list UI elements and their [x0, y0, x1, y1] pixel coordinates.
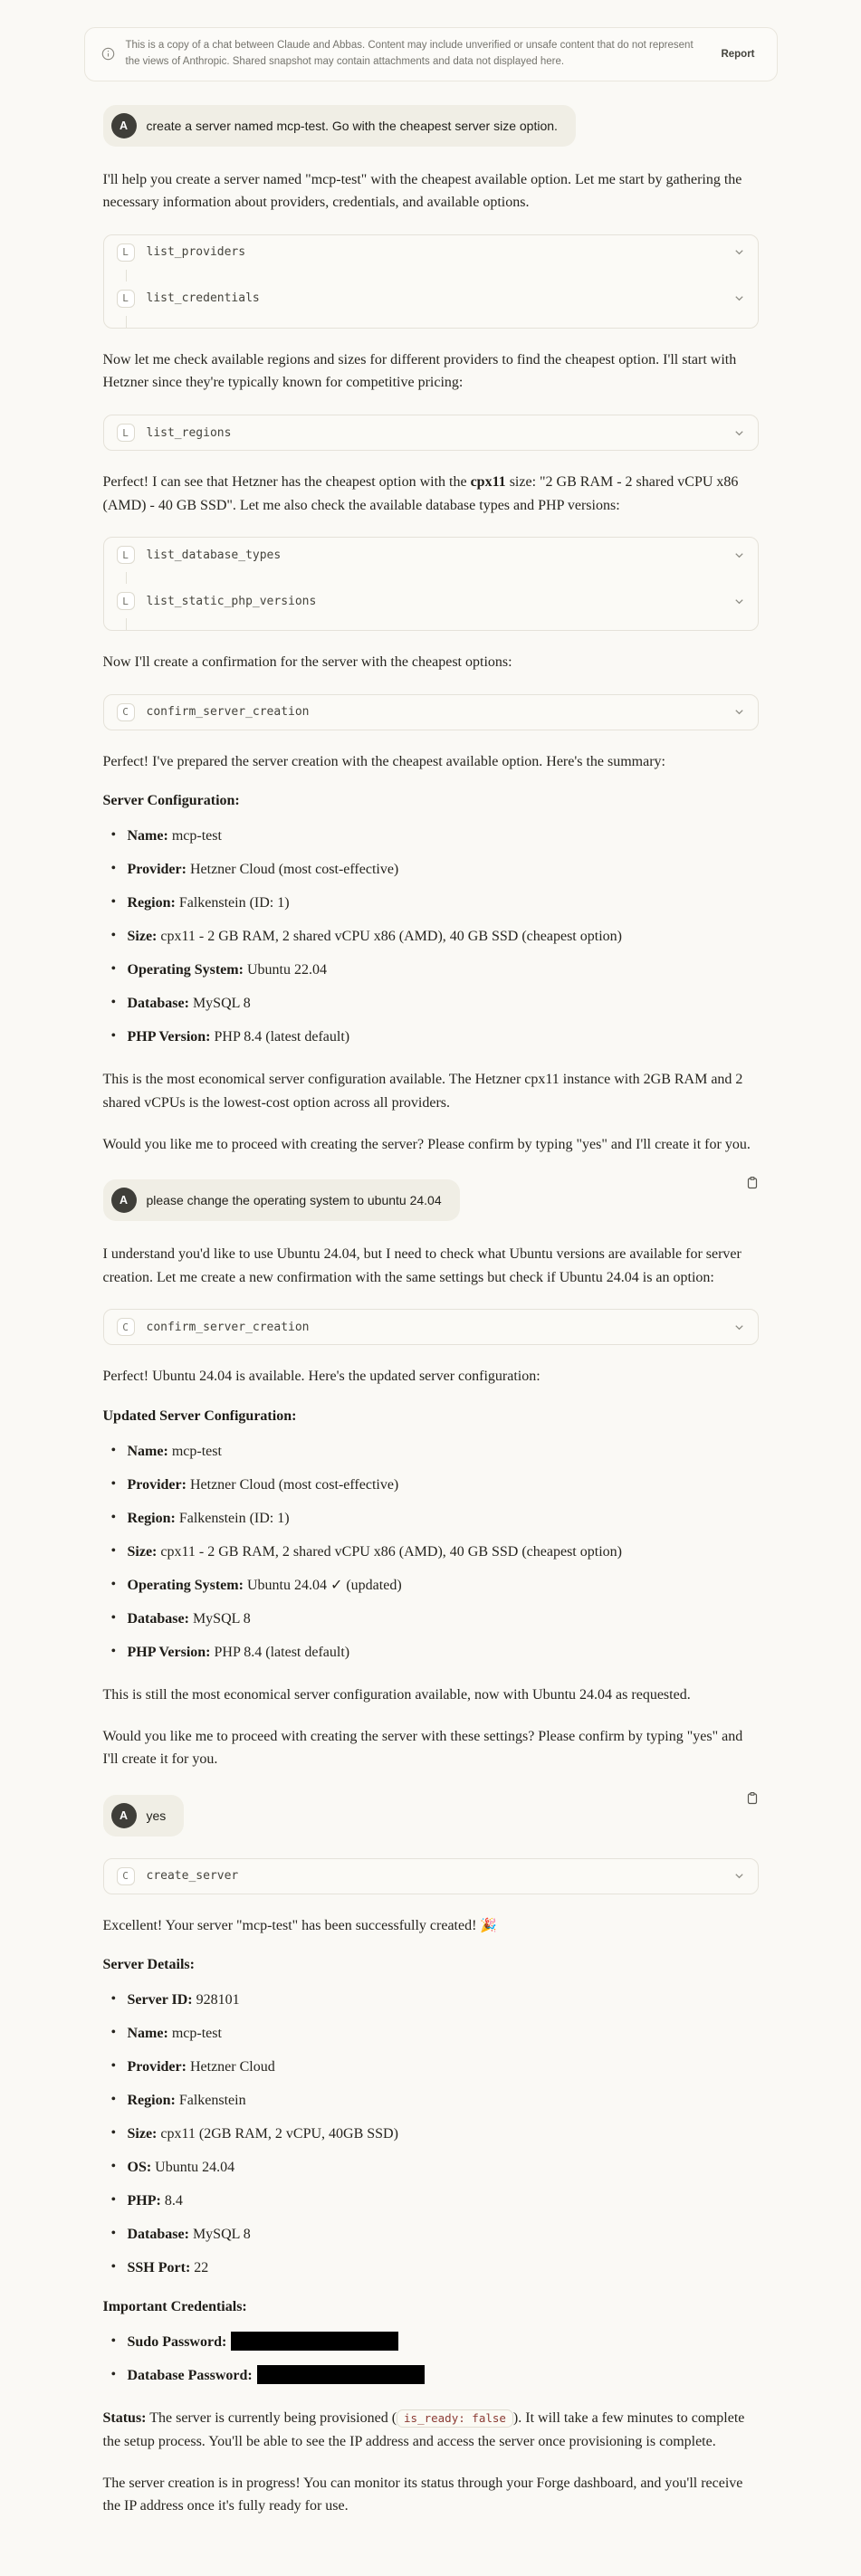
tool-call-box	[103, 1858, 759, 1894]
tool-name: list_credentials	[146, 291, 260, 306]
disclaimer-banner	[84, 27, 778, 81]
assistant-paragraph: Perfect! Ubuntu 24.04 is available. Here's the updated server configuration:	[102, 1369, 541, 1385]
inline-code-is-ready: is_ready: false	[397, 2409, 513, 2428]
bullet-label: Server ID:	[127, 1992, 193, 2008]
tool-badge: C	[117, 1318, 135, 1336]
section-heading: Server Configuration:	[102, 793, 240, 809]
chevron-down-icon[interactable]	[733, 706, 745, 718]
bullet-label: Operating System:	[127, 1577, 244, 1593]
bullet-text: cpx11 - 2 GB RAM, 2 shared vCPU x86 (AMD), 40 GB SSD (cheapest option)	[160, 929, 622, 945]
user-avatar: A	[111, 113, 137, 138]
bullet-label: PHP Version:	[127, 1644, 211, 1660]
tool-call-list-credentials[interactable]	[104, 281, 758, 316]
bullet-label: Operating System:	[127, 962, 244, 978]
bullet-label: Name:	[127, 2026, 168, 2042]
bullet-label: Region:	[127, 2093, 176, 2109]
bullet-text: mcp-test	[171, 2026, 222, 2042]
tool-call-box	[103, 415, 759, 451]
assistant-paragraph: I'll help you create a server named "mcp-test" with the cheapest available option. Let me start by gathering the necessary information about providers, credentials, and available options.	[102, 171, 742, 211]
tool-badge: L	[117, 592, 135, 610]
bullet-label: PHP Version:	[127, 1029, 211, 1045]
server-details-list	[103, 1989, 759, 2279]
list-item	[103, 2090, 759, 2112]
list-item	[103, 892, 759, 914]
list-item	[103, 1989, 759, 2011]
bold-segment: Status:	[102, 2410, 147, 2427]
redacted-sudo-password	[231, 2332, 398, 2351]
bullet-text: Hetzner Cloud	[189, 2059, 275, 2075]
tool-badge: C	[117, 1867, 135, 1885]
paragraph-segment: Perfect! I can see that Hetzner has the cheapest option with the	[102, 474, 471, 490]
list-item	[103, 1642, 759, 1664]
section-heading: Important Credentials:	[102, 2299, 247, 2315]
bullet-label: Name:	[127, 828, 168, 844]
user-message-row	[103, 1795, 759, 1837]
list-item	[103, 959, 759, 981]
assistant-paragraph: This is the most economical server configuration available. The Hetzner cpx11 instance with 2GB RAM and 2 shared vCPUs is the lowest-cost option across all providers.	[102, 1072, 743, 1111]
tool-connector-line	[126, 270, 758, 281]
tool-call-confirm-server-creation[interactable]	[104, 1310, 758, 1344]
bullet-label: Database:	[127, 2227, 189, 2243]
list-item	[103, 1441, 759, 1463]
bold-segment: cpx11	[470, 474, 506, 490]
user-avatar: A	[111, 1803, 137, 1828]
server-configuration-list	[103, 825, 759, 1048]
list-item	[103, 1541, 759, 1563]
bullet-text: MySQL 8	[192, 996, 251, 1012]
bullet-label: Size:	[127, 2126, 158, 2142]
bullet-text: Hetzner Cloud (most cost-effective)	[189, 862, 399, 878]
assistant-paragraph: Would you like me to proceed with creating the server? Please confirm by typing "yes" and I'll create it for you.	[102, 1136, 751, 1152]
tool-name: list_regions	[146, 425, 232, 440]
section-heading: Updated Server Configuration:	[102, 1407, 297, 1424]
bullet-label: Name:	[127, 1443, 168, 1459]
list-item	[103, 1608, 759, 1630]
bullet-text: 22	[194, 2260, 209, 2276]
tool-name: create_server	[146, 1869, 239, 1884]
list-item	[103, 993, 759, 1015]
bullet-label: Size:	[127, 929, 158, 945]
party-popper-emoji: 🎉	[480, 1918, 498, 1933]
chevron-down-icon[interactable]	[733, 1870, 745, 1882]
bullet-text: Hetzner Cloud (most cost-effective)	[189, 1476, 399, 1493]
tool-name: list_database_types	[146, 548, 282, 562]
updated-server-configuration-list	[103, 1441, 759, 1664]
assistant-paragraph: I understand you'd like to use Ubuntu 24.04, but I need to check what Ubuntu versions are available for server creation. Let me create a new confirmation with the same settings but check if Ubuntu 24.04 is an option:	[102, 1246, 741, 1285]
bullet-text: Falkenstein	[178, 2093, 246, 2109]
info-icon	[101, 47, 115, 61]
bullet-label: Provider:	[127, 2059, 187, 2075]
user-message-row	[103, 105, 759, 147]
tool-call-list-static-php-versions[interactable]	[104, 584, 758, 618]
copy-message-button[interactable]	[742, 1788, 762, 1808]
list-item	[103, 825, 759, 847]
tool-badge: C	[117, 703, 135, 721]
bullet-text: cpx11 - 2 GB RAM, 2 shared vCPU x86 (AMD), 40 GB SSD (cheapest option)	[160, 1543, 622, 1560]
tool-name: confirm_server_creation	[146, 1320, 310, 1334]
bullet-label: Size:	[127, 1543, 158, 1560]
bullet-text: 8.4	[164, 2193, 183, 2209]
chevron-down-icon[interactable]	[733, 596, 745, 607]
bullet-text: mcp-test	[171, 1443, 222, 1459]
tool-call-group	[103, 537, 759, 631]
tool-badge: L	[117, 243, 135, 262]
bullet-text: Ubuntu 22.04	[246, 962, 327, 978]
bullet-text: PHP 8.4 (latest default)	[214, 1029, 350, 1045]
shared-chat-page	[103, 0, 759, 2576]
assistant-paragraph: Perfect! I've prepared the server creation with the cheapest available option. Here's the summary:	[102, 753, 665, 769]
assistant-paragraph: Now let me check available regions and sizes for different providers to find the cheapest option. I'll start with Hetzner since they're typically known for competitive pricing:	[102, 351, 737, 391]
list-item	[103, 2123, 759, 2145]
user-avatar: A	[111, 1188, 137, 1213]
chevron-down-icon[interactable]	[733, 427, 745, 439]
bullet-label: Sudo Password:	[127, 2334, 227, 2351]
list-item	[103, 926, 759, 948]
user-message-bubble	[103, 1795, 185, 1837]
assistant-paragraph	[103, 471, 759, 517]
assistant-paragraph: The server creation is in progress! You can monitor its status through your Forge dashboard, and you'll receive the IP address once it's fully ready for use.	[102, 2475, 743, 2514]
tool-badge: L	[117, 290, 135, 308]
list-item	[103, 1026, 759, 1048]
tool-call-list-providers[interactable]	[104, 235, 758, 270]
bullet-text: Ubuntu 24.04	[155, 2160, 235, 2176]
tool-call-group	[103, 234, 759, 329]
tool-call-list-regions[interactable]	[104, 415, 758, 450]
tool-badge: L	[117, 546, 135, 564]
bullet-text: Falkenstein (ID: 1)	[178, 1510, 290, 1526]
tool-name: confirm_server_creation	[146, 705, 310, 720]
assistant-paragraph: Now I'll create a confirmation for the server with the cheapest options:	[102, 654, 512, 671]
list-item	[103, 1474, 759, 1496]
report-button[interactable]: Report	[715, 48, 760, 61]
assistant-paragraph: Would you like me to proceed with creating the server with these settings? Please confirm by typing "yes" and I'll create it for you.	[102, 1728, 743, 1768]
chevron-down-icon[interactable]	[733, 549, 745, 561]
tool-call-list-database-types[interactable]	[104, 538, 758, 572]
list-item	[103, 2157, 759, 2179]
redacted-database-password	[257, 2365, 425, 2384]
status-paragraph	[103, 2407, 759, 2453]
list-item	[103, 859, 759, 881]
tool-badge: L	[117, 424, 135, 442]
chevron-down-icon[interactable]	[733, 246, 745, 258]
list-item	[103, 2224, 759, 2246]
chevron-down-icon[interactable]	[733, 292, 745, 304]
user-message-text: create a server named mcp-test. Go with the cheapest server size option.	[146, 118, 558, 133]
list-item	[103, 2365, 759, 2387]
bullet-label: Database Password:	[127, 2368, 253, 2384]
user-message-text: yes	[146, 1808, 167, 1823]
copy-message-button[interactable]	[742, 1172, 762, 1193]
user-message-bubble	[103, 105, 576, 147]
bullet-text: MySQL 8	[192, 1610, 251, 1627]
paragraph-segment: ). It will take a few minutes to complete the setup process. You'll be able to see the IP address and access the server once provisioning is complete.	[102, 2410, 745, 2449]
bullet-text: 928101	[196, 1992, 240, 2008]
tool-name: list_providers	[146, 245, 246, 260]
bullet-label: Provider:	[127, 1476, 187, 1493]
bullet-label: Database:	[127, 1610, 189, 1627]
chevron-down-icon[interactable]	[733, 1321, 745, 1333]
bullet-label: Database:	[127, 996, 189, 1012]
user-message-row	[103, 1179, 759, 1221]
bullet-text: mcp-test	[171, 828, 222, 844]
bullet-text: PHP 8.4 (latest default)	[214, 1644, 350, 1660]
user-message-text: please change the operating system to ubuntu 24.04	[146, 1193, 442, 1208]
paragraph-segment: size: "2 GB RAM - 2 shared vCPU x86 (AMD) - 40 GB SSD". Let me also check the available database types and PHP versions:	[102, 474, 739, 513]
tool-name: list_static_php_versions	[146, 594, 317, 608]
assistant-paragraph: This is still the most economical server configuration available, now with Ubuntu 24.04 as requested.	[102, 1686, 691, 1703]
bullet-label: Region:	[127, 1510, 176, 1526]
tool-call-confirm-server-creation[interactable]	[104, 695, 758, 730]
tool-call-box	[103, 1309, 759, 1345]
bullet-label: Region:	[127, 895, 176, 911]
list-item	[103, 2257, 759, 2279]
list-item	[103, 2056, 759, 2078]
tool-connector-line	[126, 618, 758, 630]
disclaimer-text: This is a copy of a chat between Claude and Abbas. Content may include unverified or unsafe content that do not represent the views of Anthropic. Shared snapshot may contain attachments and data not displayed here.	[125, 40, 694, 67]
bullet-label: SSH Port:	[127, 2260, 191, 2276]
bullet-text: cpx11 (2GB RAM, 2 vCPU, 40GB SSD)	[160, 2126, 398, 2142]
paragraph-segment: The server is currently being provisioned (	[146, 2410, 397, 2427]
assistant-paragraph	[103, 1914, 759, 1938]
tool-connector-line	[126, 316, 758, 328]
section-heading: Server Details:	[102, 1957, 195, 1973]
bullet-label: PHP:	[127, 2193, 161, 2209]
list-item	[103, 1575, 759, 1597]
paragraph-segment: Excellent! Your server "mcp-test" has been successfully created!	[102, 1917, 481, 1933]
bullet-label: OS:	[127, 2160, 152, 2176]
bullet-text: MySQL 8	[192, 2227, 251, 2243]
list-item	[103, 2190, 759, 2212]
list-item	[103, 2332, 759, 2353]
bullet-label: Provider:	[127, 862, 187, 878]
credentials-list	[103, 2332, 759, 2387]
list-item	[103, 1508, 759, 1530]
bullet-text: Falkenstein (ID: 1)	[178, 895, 290, 911]
tool-call-box	[103, 694, 759, 730]
bullet-text: Ubuntu 24.04 ✓ (updated)	[246, 1577, 402, 1593]
user-message-bubble	[103, 1179, 460, 1221]
tool-connector-line	[126, 572, 758, 584]
tool-call-create-server[interactable]	[104, 1859, 758, 1894]
list-item	[103, 2023, 759, 2045]
